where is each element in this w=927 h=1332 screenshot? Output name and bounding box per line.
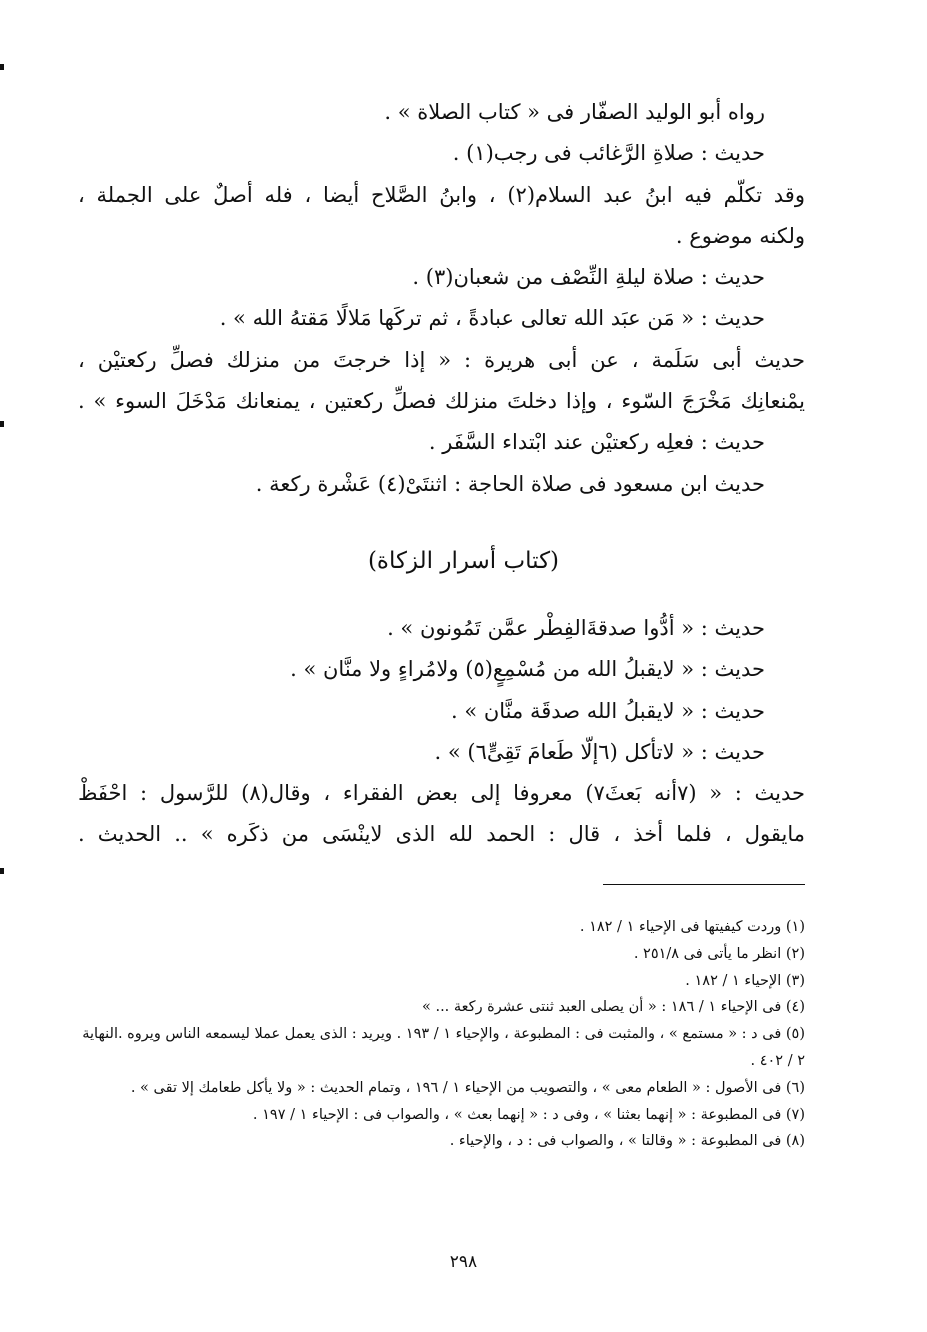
footnote: (٢) انظر ما يأتى فى ٢٥١/٨ . (633, 945, 805, 962)
main-text-block (78, 92, 805, 505)
text-line: مايقول ، فلما أخذ ، قال : الحمد لله الذى لاينْسَى من ذكَره » .. الحديث . (78, 822, 805, 847)
page-number: ٢٩٨ (449, 1252, 478, 1272)
text-line: حديث : « (٧أنه بَعثَ٧) معروفا إلى بعض الفقراء ، وقال(٨) للرَّسول : احْفَظْ (78, 781, 805, 806)
text-line: رواه أبو الوليد الصفّار فى « كتاب الصلاة » . (384, 100, 765, 124)
text-line: حديث : « لايقبلُ الله من مُسْمِعٍ(٥) ولامُراءٍ ولا منَّان » . (290, 657, 765, 682)
footnote: (٥) فى د : « مستمع » ، والمثبت فى : المطبوعة ، والإحياء ١ / ١٩٣ . ويريد : الذى يعمل عملا ليسمعه الناس ويروه .النهاية ٢ / ٤٠٢ . (82, 1026, 805, 1069)
text-line: ولكنه موضوع . (675, 223, 805, 248)
scan-edge-mark (0, 64, 4, 70)
text-line: حديث : « لاتأكل (٦إلّا طَعامَ تَقِىٍّ٦) » . (434, 739, 765, 764)
footnote: (٣) الإحياء ١ / ١٨٢ . (685, 972, 805, 989)
text-line: حديث : « مَن عبَد الله تعالى عبادةً ، ثم تركَها مَلالًا مَقتهُ الله » . (219, 306, 765, 331)
footnote: (١) وردت كيفيتها فى الإحياء ١ / ١٨٢ . (579, 919, 805, 935)
text-line: حديث : فعلِه ركعتيْن عند ابْتداء السَّفَر . (428, 430, 765, 455)
footnote: (٨) فى المطبوعة : « وقالتا » ، والصواب فى : د ، والإحياء . (449, 1133, 805, 1150)
footnote: (٧) فى المطبوعة : « إنهما بعثنا » ، وفى د : « إنهما بعث » ، والصواب فى : الإحياء ١ / ١٩٧ . (252, 1106, 805, 1123)
scan-edge-mark (0, 421, 4, 427)
text-line: يمْنعانِك مَخْرَجَ السّوء ، وإذا دخلتَ منزلك فصلِّ ركعتين ، يمنعانك مَدْخَلَ السوء » . (78, 389, 805, 414)
footnote-separator (603, 884, 805, 885)
text-line: حديث : صلاةِ الرَّغائب فى رجب(١) . (452, 141, 765, 166)
section-text-block (78, 608, 805, 856)
text-line: حديث أبى سَلَمة ، عن أبى هريرة : « إذا خرجتَ من منزلك فصلِّ ركعتيْن ، (78, 347, 805, 372)
text-line: حديث : « أدُّوا صدقةَالفِطْر عمَّن تَمُونون » . (387, 616, 765, 640)
text-line: حديث : « لايقبلُ الله صدقَة منَّان » . (450, 698, 765, 723)
footnote: (٤) فى الإحياء ١ / ١٨٦ : « أن يصلى العبد ثنتى عشرة ركعة ... » (421, 999, 805, 1016)
footnote: (٦) فى الأصول : « الطعام معى » ، والتصويب من الإحياء ١ / ١٩٦ ، وتمام الحديث : « ولا يأكل طعامك إلا تقى » . (130, 1079, 805, 1096)
text-line: حديث : صلاة ليلةِ النِّصْف من شعبان(٣) . (412, 265, 765, 290)
footnotes-block (82, 914, 805, 1155)
text-line: وقد تكلّم فيه ابنُ عبد السلام(٢) ، وابنُ الصَّلاح أيضا ، فله أصلٌ على الجملة ، (78, 182, 805, 207)
text-line: حديث ابن مسعود فى صلاة الحاجة : اثنتَىْ(٤) عَشْرة ركعة . (255, 471, 765, 496)
section-heading: (كتاب أسرار الزكاة) (367, 548, 560, 574)
scan-edge-mark (0, 868, 4, 874)
